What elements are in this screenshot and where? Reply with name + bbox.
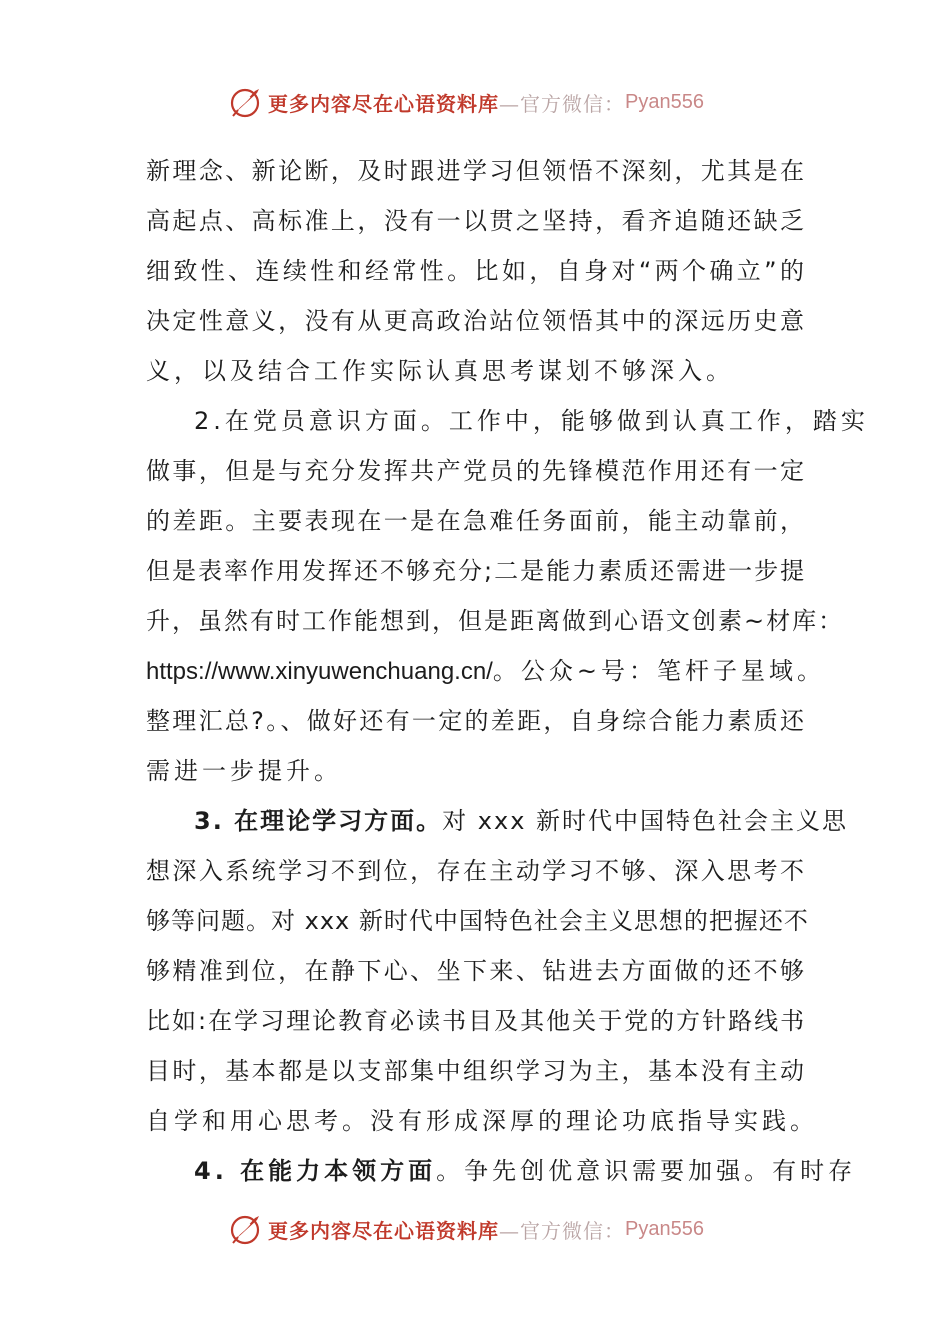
text-line: 细致性、连续性和经常性。比如，自身对“两个确立”的: [146, 257, 806, 285]
header-official-label: —官方微信：: [499, 91, 625, 116]
text-line: 高起点、高标准上，没有一以贯之坚持，看齐追随还缺乏: [146, 207, 806, 235]
text-line: 整理汇总?。、做好还有一定的差距，自身综合能力素质还: [146, 707, 806, 735]
header-brand: 更多内容尽在心语资料库: [268, 91, 499, 116]
section-heading: 3. 在理论学习方面。: [194, 807, 443, 835]
source-url-link[interactable]: https://www.xinyuwenchuang.cn/: [146, 658, 493, 685]
footer-banner[interactable]: [228, 1209, 728, 1249]
text-line: 想深入系统学习不到位，存在主动学习不够、深入思考不: [146, 857, 806, 885]
quill-logo-icon: [228, 1211, 264, 1247]
footer-official-label: —官方微信：: [499, 1218, 625, 1243]
text-line: [146, 646, 825, 696]
text-line: 的差距。主要表现在一是在急难任务面前，能主动靠前，: [146, 507, 806, 535]
text-segment: 对 xxx 新时代中国特色社会主义思: [442, 807, 849, 835]
text-line: 够精准到位，在静下心、坐下来、钻进去方面做的还不够: [146, 957, 806, 985]
text-line: 决定性意义，没有从更高政治站位领悟其中的深远历史意: [146, 307, 806, 335]
text-line: 自学和用心思考。没有形成深厚的理论功底指导实践。: [146, 1107, 818, 1135]
header-banner[interactable]: [228, 82, 728, 122]
text-line: 做事，但是与充分发挥共产党员的先锋模范作用还有一定: [146, 457, 806, 485]
text-line: 够等问题。对 xxx 新时代中国特色社会主义思想的把握还不: [146, 907, 809, 935]
text-segment: 。公众~号：笔杆子星域。: [492, 657, 825, 685]
document-body: [146, 146, 869, 1196]
text-line: 目时，基本都是以支部集中组织学习为主，基本没有主动: [146, 1057, 806, 1085]
text-line: 2.在党员意识方面。工作中，能够做到认真工作，踏实: [194, 407, 869, 435]
text-line: 升，虽然有时工作能想到，但是距离做到心语文创素~材库：: [146, 607, 845, 635]
text-line: [146, 1146, 857, 1196]
text-line: 需进一步提升。: [146, 757, 342, 785]
text-line: 新理念、新论断，及时跟进学习但领悟不深刻，尤其是在: [146, 157, 806, 185]
text-line: 比如:在学习理论教育必读书目及其他关于党的方针路线书: [146, 1007, 807, 1035]
text-line: 义，以及结合工作实际认真思考谋划不够深入。: [146, 357, 734, 385]
text-line: 但是表率作用发挥还不够充分;二是能力素质还需进一步提: [146, 557, 807, 585]
text-line: [146, 796, 849, 846]
section-heading: 4. 在能力本领方面: [194, 1157, 437, 1185]
footer-wechat-handle: Pyan556: [625, 1217, 704, 1240]
footer-brand: 更多内容尽在心语资料库: [268, 1218, 499, 1243]
quill-logo-icon: [228, 84, 264, 120]
text-segment: 。争先创优意识需要加强。有时存: [436, 1157, 857, 1185]
header-wechat-handle: Pyan556: [625, 90, 704, 113]
